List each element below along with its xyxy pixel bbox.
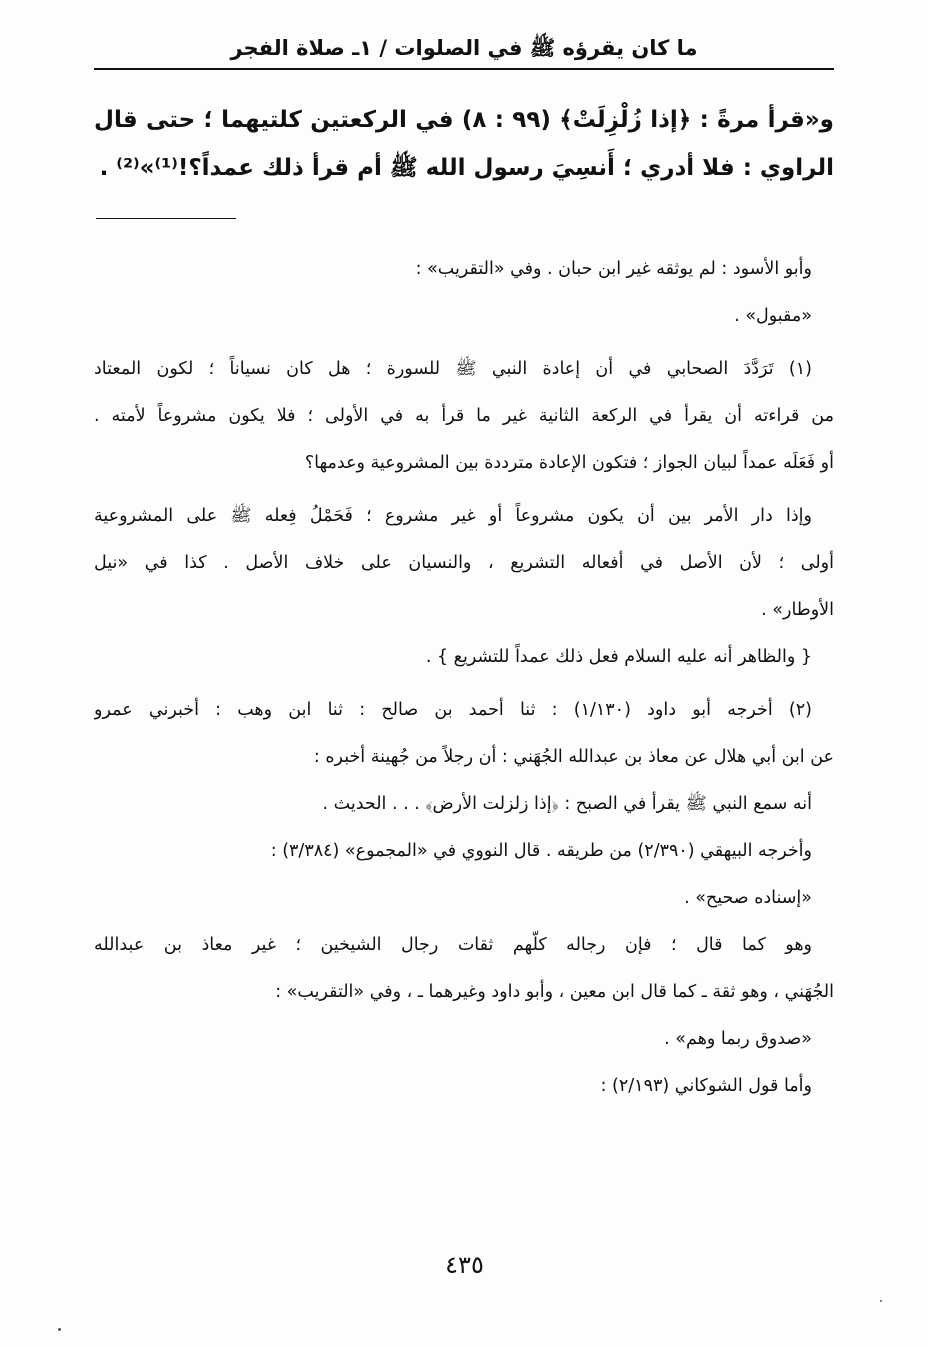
footnote-line: أولى ؛ لأن الأصل في أفعاله التشريع ، والنسيان على خلاف الأصل . كذا في «نيل — [94, 553, 834, 573]
footnote-line: من قراءته أن يقرأ في الركعة الثانية غير ما قرأ به في الأولى ؛ فلا يكون مشروعاً لأمته . — [94, 406, 834, 426]
footnote-line: وهو كما قال ؛ فإن رجاله كلّهم ثقات رجال الشيخين ؛ غير معاذ بن عبدالله — [94, 935, 812, 955]
footnote-line: الجُهَني ، وهو ثقة ـ كما قال ابن معين ، وأبو داود وغيرهما ـ ، وفي «التقريب» : — [275, 982, 834, 1002]
footnote-line: وأما قول الشوكاني (٢/١٩٣) : — [600, 1076, 812, 1096]
footnote-line: أو فَعَلَه عمداً لبيان الجواز ؛ فتكون الإعادة مترددة بين المشروعية وعدمها؟ — [304, 453, 834, 473]
footnote-line: { والظاهر أنه عليه السلام فعل ذلك عمداً للتشريع } . — [425, 647, 812, 667]
header-rule — [94, 68, 834, 70]
footnote-line: الأوطار» . — [761, 600, 834, 620]
scan-speck — [880, 1300, 882, 1302]
running-head: ما كان يقرؤه ﷺ في الصلوات / ١ـ صلاة الفجر — [230, 36, 698, 60]
main-text-line: و«قرأ مرةً : ﴿إذا زُلْزِلَتْ﴾ (٩٩ : ٨) في الركعتين كلتيهما ؛ حتى قال — [94, 107, 834, 133]
footnote-line: (١) تَرَدَّدَ الصحابي في أن إعادة النبي ﷺ للسورة ؛ هل كان نسياناً ؛ لكون المعتاد — [94, 359, 812, 379]
footnotes — [94, 246, 834, 1110]
footnote-separator — [96, 218, 236, 219]
footnote-line: أنه سمع النبي ﷺ يقرأ في الصبح : ﴿إذا زلزلت الأرض﴾ . . . الحديث . — [322, 794, 812, 814]
footnote-line: وأبو الأسود : لم يوثقه غير ابن حبان . وفي «التقريب» : — [415, 259, 812, 279]
footnote-line: وإذا دار الأمر بين أن يكون مشروعاً أو غير مشروع ؛ فَحَمْلُ فِعله ﷺ على المشروعية — [94, 506, 812, 526]
footnote-line: «صدوق ربما وهم» . — [664, 1029, 812, 1049]
footnote-line: وأخرجه البيهقي (٢/٣٩٠) من طريقه . قال النووي في «المجموع» (٣/٣٨٤) : — [270, 841, 812, 861]
main-text — [94, 96, 834, 192]
scan-speck — [58, 1328, 61, 1331]
footnote-line: «مقبول» . — [734, 306, 812, 326]
footnote-line: «إسناده صحيح» . — [684, 888, 812, 908]
main-text-line: الراوي : فلا أدري ؛ أَنسِيَ رسول الله ﷺ أم قرأ ذلك عمداً؟!⁽¹⁾»⁽²⁾ . — [99, 155, 834, 181]
footnote-line: (٢) أخرجه أبو داود (١/١٣٠) : ثنا أحمد بن صالح : ثنا ابن وهب : أخبرني عمرو — [94, 700, 812, 720]
footnote-line: عن ابن أبي هلال عن معاذ بن عبدالله الجُهَني : أن رجلاً من جُهينة أخبره : — [313, 747, 834, 767]
page-number: ٤٣٥ — [445, 1251, 484, 1279]
